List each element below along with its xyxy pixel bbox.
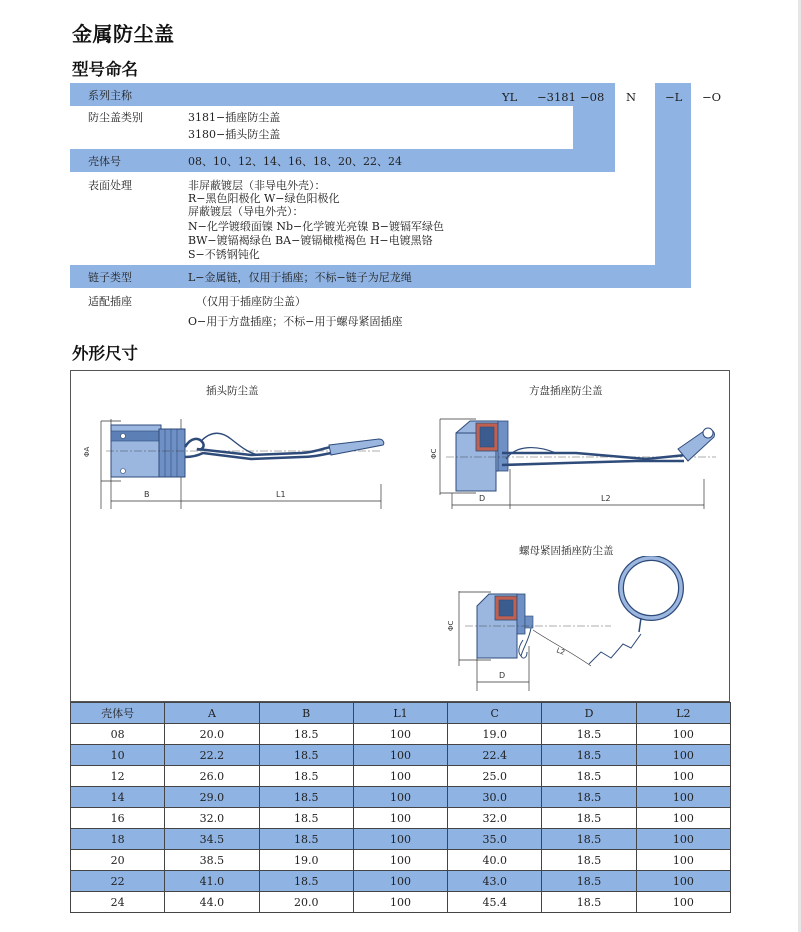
table-cell: 18 (71, 829, 165, 850)
label-receptacle: 适配插座 (88, 295, 132, 308)
model-naming-diagram (70, 83, 800, 333)
table-row (71, 829, 731, 850)
dim-l2-label: L2 (601, 494, 611, 503)
table-cell: 43.0 (448, 871, 542, 892)
table-cell: 29.0 (165, 787, 259, 808)
table-row (71, 787, 731, 808)
table-cell: 22.2 (165, 745, 259, 766)
table-cell: 18.5 (542, 745, 636, 766)
table-cell: 18.5 (259, 871, 353, 892)
table-cell: 100 (353, 724, 447, 745)
table-cell: 35.0 (448, 829, 542, 850)
table-cell: 18.5 (259, 745, 353, 766)
code-category: −3181 (537, 90, 576, 104)
table-cell: 16 (71, 808, 165, 829)
table-cell: 24 (71, 892, 165, 913)
code-shell: −08 (580, 90, 605, 104)
header-c: C (448, 703, 542, 724)
table-cell: 100 (353, 808, 447, 829)
table-cell: 18.5 (542, 724, 636, 745)
table-cell: 18.5 (542, 766, 636, 787)
chain-line: L−金属链，仅用于插座；不标−链子为尼龙绳 (188, 271, 412, 284)
table-cell: 08 (71, 724, 165, 745)
dim-d-label-2: D (499, 671, 506, 680)
table-cell: 100 (353, 850, 447, 871)
finish-line: 屏蔽镀层（导电外壳）： (188, 205, 304, 218)
header-a: A (165, 703, 259, 724)
table-cell: 40.0 (448, 850, 542, 871)
category-line: 3181−插座防尘盖 (188, 111, 281, 124)
table-cell: 22 (71, 871, 165, 892)
table-cell: 100 (636, 808, 730, 829)
table-cell: 100 (636, 850, 730, 871)
table-cell: 100 (636, 724, 730, 745)
outline-drawing-panel (70, 370, 730, 702)
flange-cap-drawing (416, 409, 726, 519)
table-cell: 18.5 (542, 892, 636, 913)
table-cell: 26.0 (165, 766, 259, 787)
table-cell: 38.5 (165, 850, 259, 871)
table-cell: 20.0 (165, 724, 259, 745)
shell-line: 08、10、12、14、16、18、20、22、24 (188, 155, 402, 168)
table-cell: 25.0 (448, 766, 542, 787)
table-cell: 18.5 (259, 724, 353, 745)
header-d: D (542, 703, 636, 724)
table-cell: 19.0 (259, 850, 353, 871)
dim-d-label: D (479, 494, 486, 503)
dim-b-label: B (144, 490, 150, 499)
table-cell: 20 (71, 850, 165, 871)
table-cell: 100 (636, 892, 730, 913)
dim-c-label: ΦC (430, 448, 438, 459)
table-cell: 20.0 (259, 892, 353, 913)
table-cell: 100 (353, 766, 447, 787)
label-series: 系列主称 (88, 89, 132, 102)
table-cell: 30.0 (448, 787, 542, 808)
code-finish: N (626, 90, 637, 104)
plug-cap-drawing (81, 409, 401, 519)
table-cell: 100 (353, 787, 447, 808)
header-l1: L1 (353, 703, 447, 724)
table-cell: 22.4 (448, 745, 542, 766)
label-shell: 壳体号 (88, 155, 121, 168)
dimension-table (70, 702, 731, 913)
page-title: 金属防尘盖 (72, 22, 175, 46)
bar-chain-col (655, 83, 691, 288)
finish-line: N−化学镀缎面镍 Nb−化学镀光亮镍 B−镀镉军绿色 (188, 220, 445, 233)
table-header-row (71, 703, 731, 724)
table-cell: 18.5 (542, 787, 636, 808)
table-row (71, 871, 731, 892)
table-cell: 44.0 (165, 892, 259, 913)
table-row (71, 766, 731, 787)
naming-heading: 型号命名 (72, 60, 138, 79)
label-category: 防尘盖类别 (88, 111, 143, 124)
table-cell: 100 (636, 871, 730, 892)
table-cell: 100 (636, 829, 730, 850)
table-cell: 19.0 (448, 724, 542, 745)
table-row (71, 850, 731, 871)
label-chain: 链子类型 (88, 271, 132, 284)
table-row (71, 745, 731, 766)
finish-line: 非屏蔽镀层（非导电外壳）： (188, 179, 326, 192)
table-cell: 100 (353, 871, 447, 892)
table-cell: 18.5 (259, 829, 353, 850)
dim-a-label: ΦA (83, 446, 91, 457)
table-cell: 34.5 (165, 829, 259, 850)
table-cell: 32.0 (448, 808, 542, 829)
plug-cap-title: 插头防尘盖 (206, 385, 259, 397)
header-shell-size: 壳体号 (71, 703, 165, 724)
table-row (71, 724, 731, 745)
table-row (71, 892, 731, 913)
table-cell: 18.5 (542, 850, 636, 871)
table-cell: 100 (353, 829, 447, 850)
dim-l1-label: L1 (276, 490, 286, 499)
receptacle-line: （仅用于插座防尘盖） (196, 295, 306, 308)
dimension-heading: 外形尺寸 (72, 344, 138, 363)
table-cell: 100 (353, 745, 447, 766)
finish-line: R−黑色阳极化 W−绿色阳极化 (188, 192, 340, 205)
header-l2: L2 (636, 703, 730, 724)
jam-nut-cap-drawing (431, 556, 701, 696)
finish-line: BW−镀镉褐绿色 BA−镀镉橄榄褐色 H−电镀黑铬 (188, 234, 433, 247)
dim-l2-label-2: L2 (555, 646, 566, 657)
header-b: B (259, 703, 353, 724)
table-row (71, 808, 731, 829)
category-line: 3180−插头防尘盖 (188, 128, 281, 141)
table-cell: 100 (636, 766, 730, 787)
jam-nut-cap-title: 螺母紧固插座防尘盖 (519, 545, 614, 557)
table-cell: 18.5 (259, 787, 353, 808)
dim-c-label-2: ΦC (447, 620, 455, 631)
code-receptacle: −O (702, 90, 722, 104)
code-chain: −L (665, 90, 683, 104)
table-cell: 32.0 (165, 808, 259, 829)
table-cell: 100 (636, 745, 730, 766)
table-cell: 12 (71, 766, 165, 787)
table-cell: 100 (353, 892, 447, 913)
table-cell: 14 (71, 787, 165, 808)
table-cell: 18.5 (542, 871, 636, 892)
table-cell: 100 (636, 787, 730, 808)
code-series: YL (502, 90, 518, 104)
label-finish: 表面处理 (88, 179, 132, 192)
receptacle-line: O−用于方盘插座；不标−用于螺母紧固插座 (188, 315, 403, 328)
table-cell: 18.5 (542, 808, 636, 829)
flange-cap-title: 方盘插座防尘盖 (529, 385, 603, 397)
table-cell: 18.5 (542, 829, 636, 850)
band-series (70, 83, 615, 106)
table-cell: 41.0 (165, 871, 259, 892)
table-cell: 10 (71, 745, 165, 766)
table-cell: 18.5 (259, 808, 353, 829)
table-cell: 45.4 (448, 892, 542, 913)
finish-line: S−不锈钢钝化 (188, 248, 260, 261)
table-cell: 18.5 (259, 766, 353, 787)
